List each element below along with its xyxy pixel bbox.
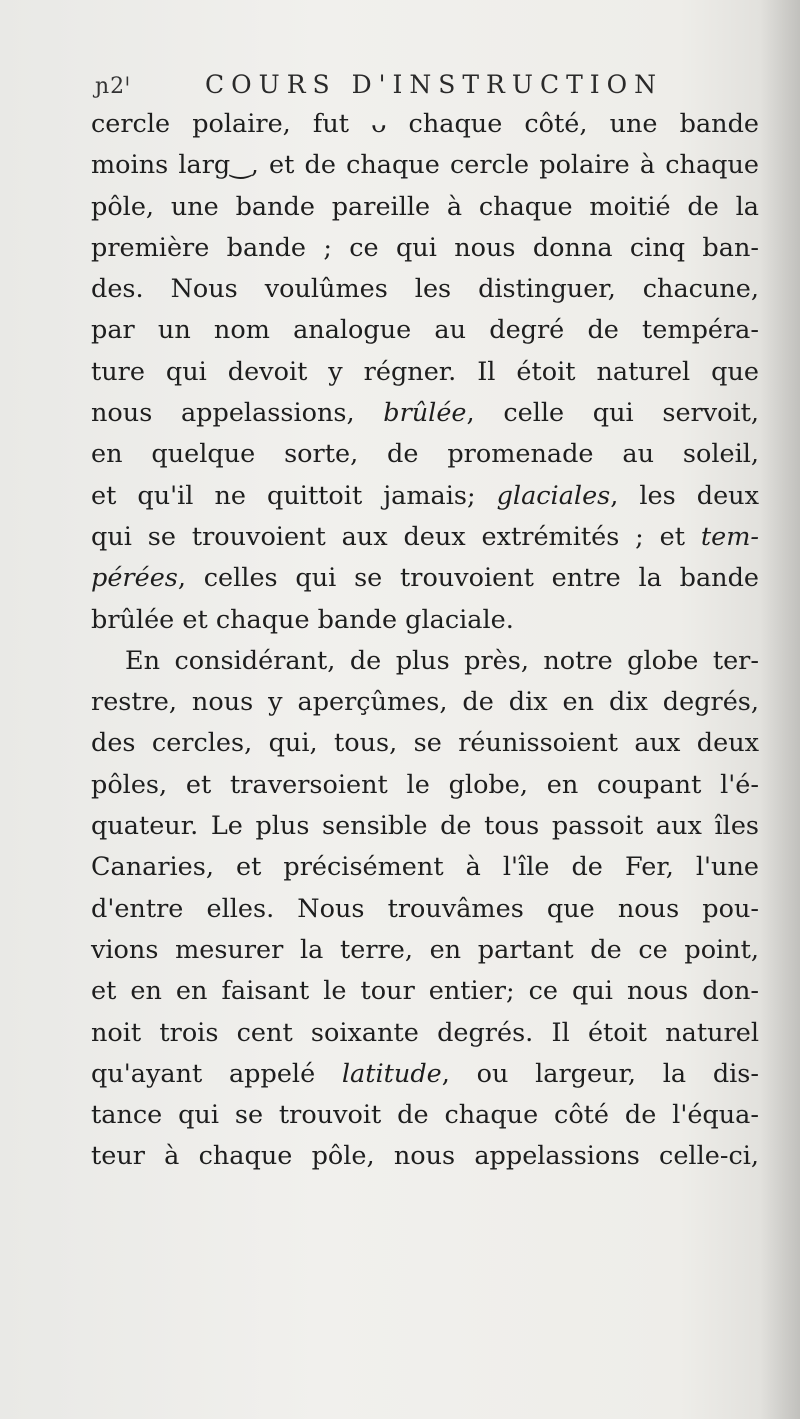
text-run: Canaries, et précisément à l'île de Fer, l'une [91,852,759,883]
italic-word: latitude [341,1058,442,1089]
text-run: en quelque sorte, de promenade au soleil, [91,439,759,470]
text-line [91,145,759,186]
text-line [91,393,759,434]
text-run: d'entre elles. Nous trouvâmes que nous pou- [91,893,759,924]
italic-word: pérées [91,563,178,594]
text-line [91,641,759,682]
text-run: pôles, et traversoient le globe, en coupant l'é- [91,769,759,800]
text-run: noit trois cent soixante degrés. Il étoit naturel [91,1017,759,1048]
text-run: , ou largeur, la dis- [441,1058,759,1089]
text-line [91,434,759,475]
text-run: qu'ayant appelé [91,1058,342,1089]
text-line [91,1054,759,1095]
text-line [91,228,759,269]
text-line [91,1136,759,1177]
text-run: , celle qui servoit, [466,398,759,429]
text-run: , les deux [610,480,759,511]
text-run: première bande ; ce qui nous donna cinq ban- [91,232,759,263]
text-run: et en en faisant le tour entier; ce qui nous don- [91,976,759,1007]
text-line [91,187,759,228]
text-run: cercle polaire, fut [91,109,372,139]
text-run: moins larg‿, et de chaque cercle polaire à chaque [91,150,759,181]
text-line [91,269,759,310]
text-run: et qu'il ne quittoit jamais; [91,480,497,511]
text-run: ture qui devoit y régner. Il étoit naturel que [91,356,759,387]
text-run: par un nom analogue au degré de tempéra- [91,315,759,346]
text-run: pôle, une bande pareille à chaque moitié de la [91,191,759,222]
text-line [91,971,759,1012]
text-line [91,1013,759,1054]
text-line [91,682,759,723]
running-title: COURS D'INSTRUCTION [205,70,663,99]
text-run: des. Nous voulûmes les distinguer, chacune, [91,274,759,305]
text-run: tance qui se trouvoit de chaque côté de l'équa- [91,1100,759,1131]
text-line [91,847,759,888]
text-line [91,476,759,517]
body-text [91,104,759,1178]
text-line [91,1095,759,1136]
text-line [91,930,759,971]
text-line [91,558,759,599]
text-line [91,600,759,641]
text-run: , celles qui se trouvoient entre la bande [177,563,759,594]
text-run: quateur. Le plus sensible de tous passoit aux îles [91,811,759,842]
page-number: ɲ2ᑊ [95,74,131,99]
text-line [91,104,759,145]
text-run: ᴗ chaque côté, une bande [371,109,759,139]
italic-word: brûlée [383,398,467,429]
text-line [91,517,759,558]
text-run: des cercles, qui, tous, se réunissoient aux deux [91,728,759,759]
text-line [91,765,759,806]
text-line [91,723,759,764]
italic-word: glaciales [496,480,611,511]
text-line [91,352,759,393]
text-run: restre, nous y aperçûmes, de dix en dix degrés, [91,687,759,718]
text-line [91,806,759,847]
italic-word: tem- [700,521,759,552]
text-run: vions mesurer la terre, en partant de ce point, [91,934,759,965]
text-line [91,310,759,351]
text-line [91,889,759,930]
text-run: teur à chaque pôle, nous appelassions celle-ci, [91,1141,759,1172]
text-run: qui se trouvoient aux deux extrémités ; et [91,521,701,552]
text-run: brûlée et chaque bande glaciale. [91,604,514,635]
text-run: En considérant, de plus près, notre globe ter- [125,645,759,676]
text-run: nous appelassions, [91,398,384,429]
